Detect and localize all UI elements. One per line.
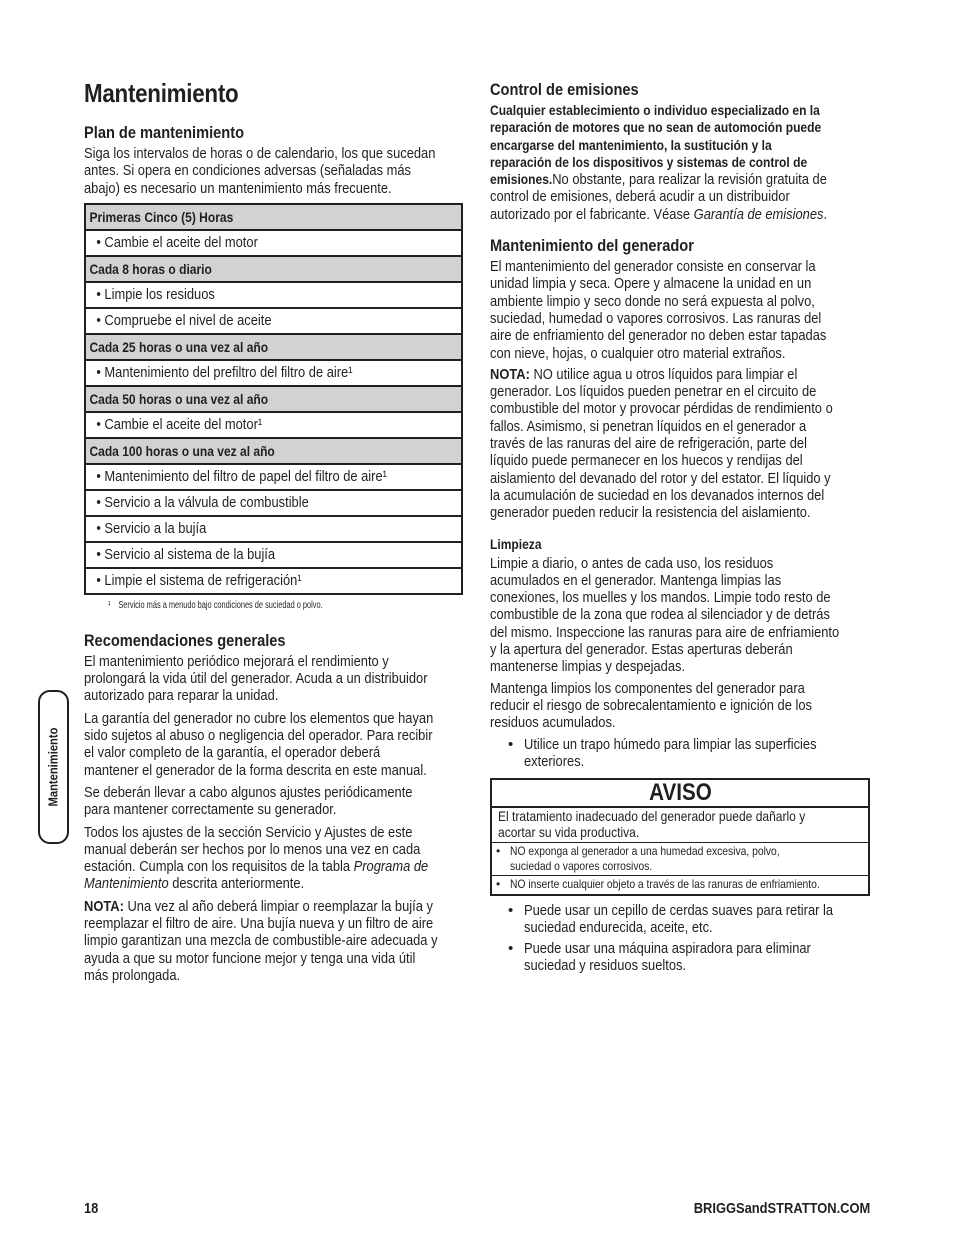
- schedule-interval-label: Cada 25 horas o una vez al año: [89, 338, 269, 355]
- schedule-interval-row: [85, 334, 462, 360]
- general-note: NOTA: Una vez al año deberá limpiar o reemplazar la bujía y reemplazar el filtro de aire. Una bujía nueva y un filtro de aire limpio garantizan una mezcla de combustible-aire adecuada y ayuda a que su motor funcione mejor y tenga una vida útil más prolongada.: [84, 897, 438, 984]
- schedule-task-row: [85, 230, 462, 256]
- bullet-glyph: •: [96, 494, 105, 512]
- bullet-glyph: •: [96, 234, 105, 252]
- schedule-task-row: [85, 464, 462, 490]
- cleaning-paragraph-2: Mantenga limpios los componentes del generador para reducir el riesgo de sobrecalentamiento e ignición de los residuos acumulados.: [490, 679, 812, 732]
- schedule-task-label: Limpie el sistema de refrigeración¹: [104, 572, 302, 590]
- schedule-task-label: Servicio a la bujía: [104, 520, 207, 538]
- schedule-task-row: [85, 542, 462, 568]
- schedule-task-label: Mantenimiento del filtro de papel del filtro de aire¹: [104, 468, 387, 486]
- page-number: 18: [84, 1200, 99, 1217]
- bullet-glyph: •: [96, 286, 105, 304]
- notice-item: • NO inserte cualquier objeto a través de las ranuras de enfriamiento.: [496, 877, 820, 892]
- schedule-task-label: Servicio a la válvula de combustible: [104, 494, 309, 512]
- notice-box: [490, 778, 870, 896]
- plan-heading: Plan de mantenimiento: [84, 123, 245, 142]
- schedule-task-label: Cambie el aceite del motor¹: [104, 416, 263, 434]
- cleaning-bullet-1: • Utilice un trapo húmedo para limpiar las superficies exteriores.: [508, 735, 817, 770]
- bullet-glyph: •: [96, 416, 105, 434]
- schedule-task-row: [85, 360, 462, 386]
- schedule-task-row: [85, 282, 462, 308]
- bullet-glyph: •: [96, 364, 105, 382]
- schedule-interval-label: Cada 100 horas o una vez al año: [89, 442, 275, 459]
- cleaning-bullet-3: • Puede usar una máquina aspiradora para eliminar suciedad y residuos sueltos.: [508, 940, 811, 975]
- schedule-interval-label: Cada 50 horas o una vez al año: [89, 390, 269, 407]
- generator-note: NOTA: NO utilice agua u otros líquidos para limpiar el generador. Los líquidos pueden penetrar en el circuito de combustible del motor y provocar pérdidas de rendimiento o fallos. Asimismo, si penetran líquidos en el generador a través de las ranuras del aire de refrigeración, parte del líquido puede permanecer en los huecos y rendijas del aislamiento del devanado del rotor y del estator. El líquido y la acumulación de suciedad en los devanados internos del generador pueden reducir la resistencia del aislamiento.: [490, 365, 833, 522]
- schedule-task-label: Servicio al sistema de la bujía: [104, 546, 276, 564]
- schedule-task-row: [85, 490, 462, 516]
- notice-item: • NO exponga al generador a una humedad excesiva, polvo, suciedad o vapores corrosivos.: [492, 843, 868, 876]
- schedule-interval-label: Primeras Cinco (5) Horas: [89, 208, 234, 225]
- right-column: [490, 80, 872, 975]
- maintenance-schedule-table: [84, 203, 463, 595]
- general-paragraph-1: El mantenimiento periódico mejorará el rendimiento y prolongará la vida útil del generador. Acuda a un distribuidor autorizado para reparar la unidad.: [84, 652, 428, 705]
- plan-intro: Siga los intervalos de horas o de calendario, los que sucedan antes. Si opera en condiciones adversas (señaladas más abajo) es necesario un mantenimiento más frecuente.: [84, 145, 436, 197]
- general-paragraph-3: Se deberán llevar a cabo algunos ajustes periódicamente para mantener correctamente su generador.: [84, 783, 413, 819]
- emissions-heading: Control de emisiones: [490, 80, 639, 99]
- schedule-task-row: [85, 308, 462, 334]
- cleaning-heading: Limpieza: [490, 535, 542, 552]
- bullet-glyph: •: [96, 312, 105, 330]
- generator-maintenance-heading: Mantenimiento del generador: [490, 236, 694, 256]
- bullet-glyph: •: [96, 468, 105, 486]
- section-side-tab: [38, 690, 69, 844]
- footer-website: BRIGGSandSTRATTON.COM: [693, 1200, 870, 1217]
- schedule-interval-row: [85, 204, 462, 230]
- emissions-paragraph: Cualquier establecimiento o individuo especializado en la reparación de motores que no sean de automoción puede encargarse del mantenimiento, la sustitución y la reparación de los dispositivos y sistemas de control de emisiones.No obstante, para realizar la revisión gratuita de control de emisiones, deberá acudir a un distribuidor autorizado por el fabricante. Véase Garantía de emisiones.: [490, 102, 828, 223]
- schedule-task-row: [85, 412, 462, 438]
- schedule-interval-label: Cada 8 horas o diario: [89, 260, 212, 277]
- bullet-glyph: •: [96, 572, 105, 590]
- page-title: Mantenimiento: [84, 78, 239, 108]
- side-tab-label: Mantenimiento: [45, 727, 61, 807]
- schedule-interval-row: [85, 438, 462, 464]
- table-footnote: ¹ Servicio más a menudo bajo condiciones de suciedad o polvo.: [108, 599, 323, 611]
- general-paragraph-2: La garantía del generador no cubre los elementos que hayan sido sujetos al abuso o negligencia del operador. Para recibir el valor completo de la garantía, el operador deberá mantener el generador de la forma descrita en este manual.: [84, 709, 434, 779]
- schedule-interval-row: [85, 386, 462, 412]
- schedule-task-label: Cambie el aceite del motor: [104, 234, 258, 252]
- general-heading: Recomendaciones generales: [84, 630, 286, 650]
- schedule-task-label: Mantenimiento del prefiltro del filtro de aire¹: [104, 364, 353, 382]
- cleaning-paragraph-1: Limpie a diario, o antes de cada uso, los residuos acumulados en el generador. Mantenga limpias las conexiones, los muelles y los mandos. Limpie todo resto de combustible de la zona que rodea al silenciador y de detrás del mismo. Inspeccione las ranuras para aire de enfriamiento y la apertura del generador. Estas aperturas deberán mantenerse limpias y despejadas.: [490, 554, 840, 676]
- left-column: [84, 78, 464, 984]
- schedule-task-row: [85, 568, 462, 594]
- cleaning-bullet-2: • Puede usar un cepillo de cerdas suaves para retirar la suciedad endurecida, aceite, etc.: [508, 901, 834, 936]
- notice-title: AVISO: [648, 779, 712, 807]
- schedule-task-label: Limpie los residuos: [104, 286, 215, 304]
- generator-paragraph-1: El mantenimiento del generador consiste en conservar la unidad limpia y seca. Opere y almacene la unidad en un ambiente limpio y seco donde no será expuesta al polvo, suciedad, humedad o vapores corrosivos. Las ranuras del aire de enfriamiento del generador no deben estar tapadas con nieve, hojas, o cualquier otro material extraños.: [490, 258, 827, 362]
- notice-body: El tratamiento inadecuado del generador puede dañarlo y acortar su vida productiva.: [492, 808, 868, 843]
- schedule-interval-row: [85, 256, 462, 282]
- schedule-task-label: Compruebe el nivel de aceite: [104, 312, 272, 330]
- bullet-glyph: •: [96, 520, 105, 538]
- bullet-glyph: •: [96, 546, 105, 564]
- general-paragraph-4: Todos los ajustes de la sección Servicio y Ajustes de este manual deberán ser hechos por lo menos una vez en cada estación. Cumpla con los requisitos de la tabla Programa de Mantenimiento descrita anteriormente.: [84, 823, 429, 893]
- schedule-task-row: [85, 516, 462, 542]
